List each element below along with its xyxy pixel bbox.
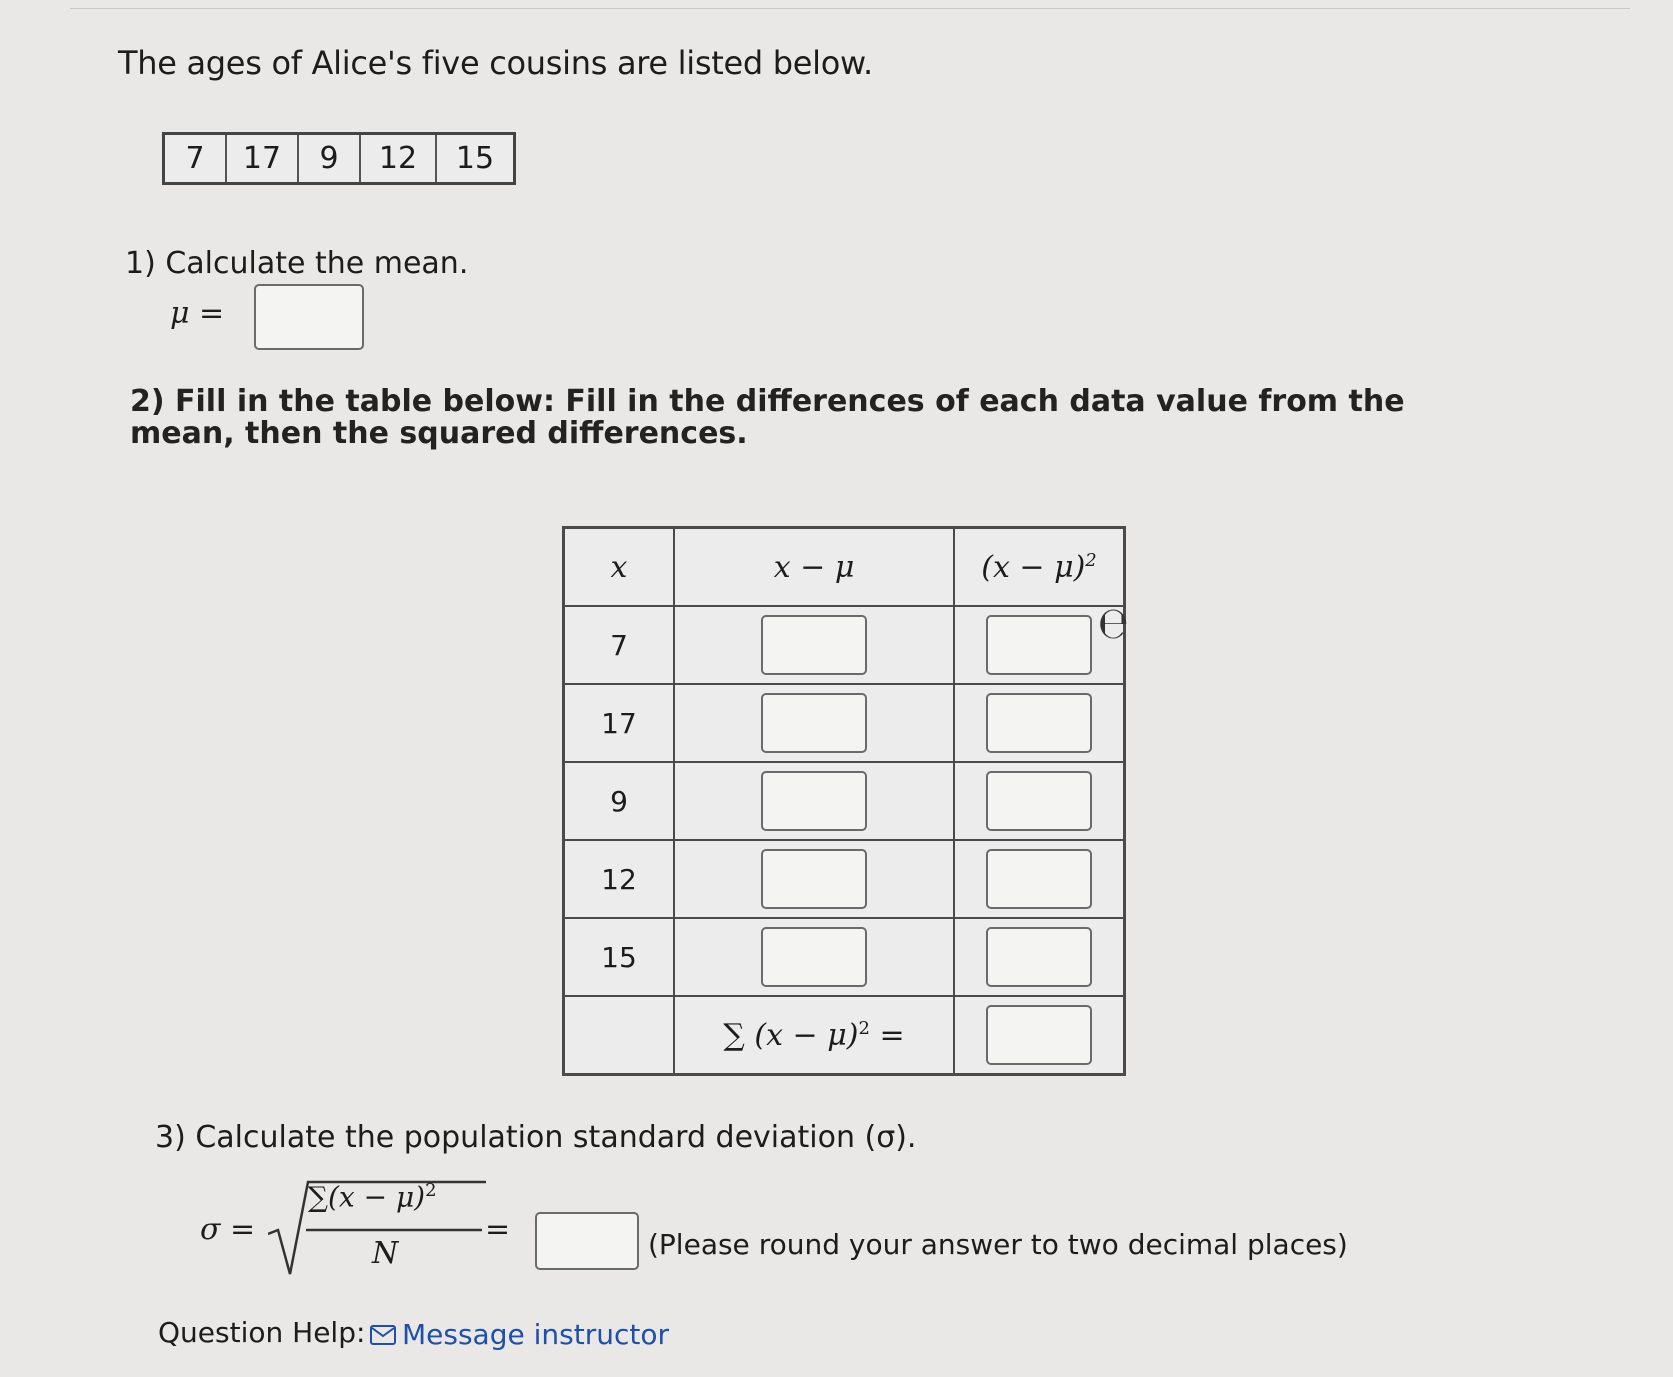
problem-intro: The ages of Alice's five cousins are listed below. (118, 44, 873, 82)
table-row (564, 684, 1125, 762)
formula-denominator: N (372, 1236, 399, 1271)
question-help-label: Question Help: (158, 1316, 366, 1349)
question-1-prompt: 1) Calculate the mean. (125, 246, 469, 281)
top-divider (70, 8, 1630, 9)
sum-base: (x − μ) (754, 1017, 859, 1053)
age-cell: 7 (164, 134, 227, 184)
squared-difference-input[interactable] (986, 849, 1092, 909)
table-row (564, 762, 1125, 840)
difference-input[interactable] (761, 615, 867, 675)
table-row (564, 918, 1125, 996)
sigma-label: σ = (200, 1212, 256, 1247)
x-value: 7 (564, 606, 675, 684)
difference-input[interactable] (761, 927, 867, 987)
table-header-row (564, 528, 1125, 607)
age-cell: 12 (360, 134, 436, 184)
ages-data-table (162, 132, 516, 185)
sum-label (674, 996, 954, 1075)
header-squared-exponent: 2 (1085, 549, 1097, 571)
header-squared-base: (x − μ) (981, 549, 1086, 585)
text-cursor-icon: ℮ (1100, 598, 1127, 649)
mean-input[interactable] (254, 284, 364, 350)
squared-difference-input[interactable] (986, 615, 1092, 675)
age-cell: 17 (226, 134, 298, 184)
deviation-table (562, 526, 1126, 1076)
standard-deviation-input[interactable] (535, 1212, 639, 1270)
header-difference: x − μ (674, 528, 954, 607)
age-cell: 9 (298, 134, 360, 184)
rounding-note: (Please round your answer to two decimal places) (648, 1228, 1348, 1261)
squared-difference-input[interactable] (986, 927, 1092, 987)
table-row (564, 606, 1125, 684)
x-value: 12 (564, 840, 675, 918)
x-value: 15 (564, 918, 675, 996)
message-instructor-link[interactable] (370, 1318, 669, 1351)
summation-symbol: ∑ (723, 1017, 745, 1053)
squared-difference-input[interactable] (986, 693, 1092, 753)
difference-input[interactable] (761, 693, 867, 753)
numerator-sigma: ∑ (308, 1180, 328, 1214)
x-value: 9 (564, 762, 675, 840)
formula-equals: = (485, 1212, 511, 1247)
message-instructor-label: Message instructor (402, 1318, 669, 1351)
age-cell: 15 (436, 134, 515, 184)
x-value: 17 (564, 684, 675, 762)
formula-numerator (308, 1180, 437, 1213)
question-2-prompt: 2) Fill in the table below: Fill in the differences of each data value from the mean, then the squared differences. (130, 384, 1405, 451)
sum-row (564, 996, 1125, 1075)
numerator-exponent: 2 (425, 1180, 437, 1201)
envelope-icon (370, 1325, 396, 1345)
sum-squared-input[interactable] (986, 1005, 1092, 1065)
mean-label: μ = (170, 296, 225, 331)
header-x: x (564, 528, 675, 607)
numerator-base: (x − μ) (328, 1180, 426, 1214)
header-squared-difference (954, 528, 1125, 607)
squared-difference-input[interactable] (986, 771, 1092, 831)
difference-input[interactable] (761, 849, 867, 909)
sum-exponent: 2 (858, 1017, 870, 1039)
sum-equals: = (879, 1017, 905, 1053)
question-3-prompt: 3) Calculate the population standard deviation (σ). (155, 1120, 917, 1155)
sum-row-empty-cell (564, 996, 675, 1075)
table-row (564, 840, 1125, 918)
difference-input[interactable] (761, 771, 867, 831)
